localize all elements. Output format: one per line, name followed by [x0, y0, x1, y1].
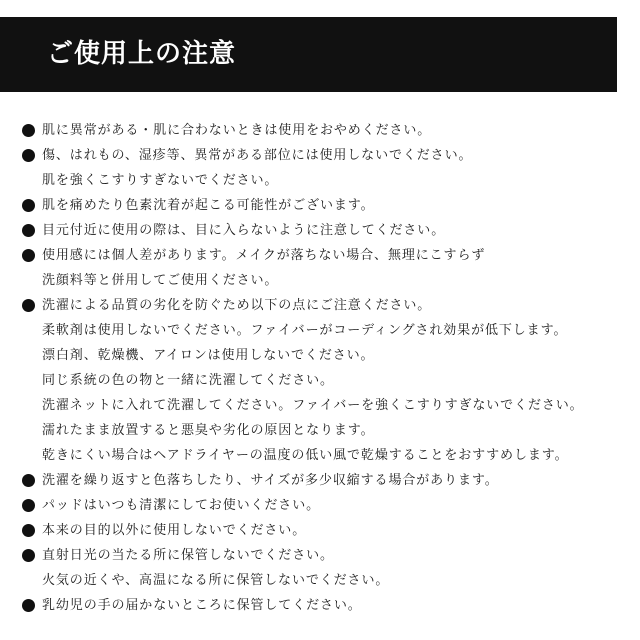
- caution-text: 肌に異常がある・肌に合わないときは使用をおやめください。: [42, 123, 432, 138]
- caution-item: [22, 293, 634, 468]
- bullet-icon: [22, 249, 35, 262]
- bullet-icon: [22, 474, 35, 487]
- caution-item: [22, 243, 634, 293]
- caution-text: 洗濯を繰り返すと色落ちしたり、サイズが多少収縮する場合があります。: [42, 473, 499, 488]
- caution-list: [22, 118, 634, 618]
- caution-text: 洗濯ネットに入れて洗濯してください。ファイバーを強くこすりすぎないでください。: [42, 398, 584, 413]
- caution-text: 柔軟剤は使用しないでください。ファイバーがコーディングされ効果が低下します。: [42, 323, 568, 338]
- caution-item: [22, 518, 634, 543]
- bullet-icon: [22, 524, 35, 537]
- caution-text: 濡れたまま放置すると悪臭や劣化の原因となります。: [42, 423, 375, 438]
- caution-text: 肌を痛めたり色素沈着が起こる可能性がございます。: [42, 198, 375, 213]
- caution-item: [22, 543, 634, 593]
- caution-item: [22, 193, 634, 218]
- bullet-icon: [22, 599, 35, 612]
- caution-text: 洗濯による品質の劣化を防ぐため以下の点にご注意ください。: [42, 298, 432, 313]
- caution-text: パッドはいつも清潔にしてお使いください。: [42, 498, 321, 513]
- caution-text: 使用感には個人差があります。メイクが落ちない場合、無理にこすらず: [42, 248, 486, 263]
- caution-text: 肌を強くこすりすぎないでください。: [42, 173, 279, 188]
- header-bar: [0, 17, 617, 92]
- bullet-icon: [22, 224, 35, 237]
- caution-item: [22, 593, 634, 618]
- bullet-icon: [22, 149, 35, 162]
- caution-text: 漂白剤、乾燥機、アイロンは使用しないでください。: [42, 348, 375, 363]
- caution-item: [22, 493, 634, 518]
- caution-text: 同じ系統の色の物と一緒に洗濯してください。: [42, 373, 334, 388]
- bullet-icon: [22, 299, 35, 312]
- caution-text: 洗顔料等と併用してご使用ください。: [42, 273, 279, 288]
- caution-item: [22, 118, 634, 143]
- bullet-icon: [22, 199, 35, 212]
- bullet-icon: [22, 499, 35, 512]
- caution-item: [22, 468, 634, 493]
- page-title: ご使用上の注意: [47, 39, 237, 69]
- bullet-icon: [22, 124, 35, 137]
- caution-item: [22, 143, 634, 193]
- caution-text: 火気の近くや、高温になる所に保管しないでください。: [42, 573, 390, 588]
- caution-text: 乳幼児の手の届かないところに保管してください。: [42, 598, 362, 613]
- caution-text: 傷、はれもの、湿疹等、異常がある部位には使用しないでください。: [42, 148, 473, 163]
- caution-text: 直射日光の当たる所に保管しないでください。: [42, 548, 334, 563]
- bullet-icon: [22, 549, 35, 562]
- caution-text: 目元付近に使用の際は、目に入らないように注意してください。: [42, 223, 446, 238]
- caution-text: 乾きにくい場合はヘアドライヤーの温度の低い風で乾燥することをおすすめします。: [42, 448, 569, 463]
- caution-item: [22, 218, 634, 243]
- caution-text: 本来の目的以外に使用しないでください。: [42, 523, 307, 538]
